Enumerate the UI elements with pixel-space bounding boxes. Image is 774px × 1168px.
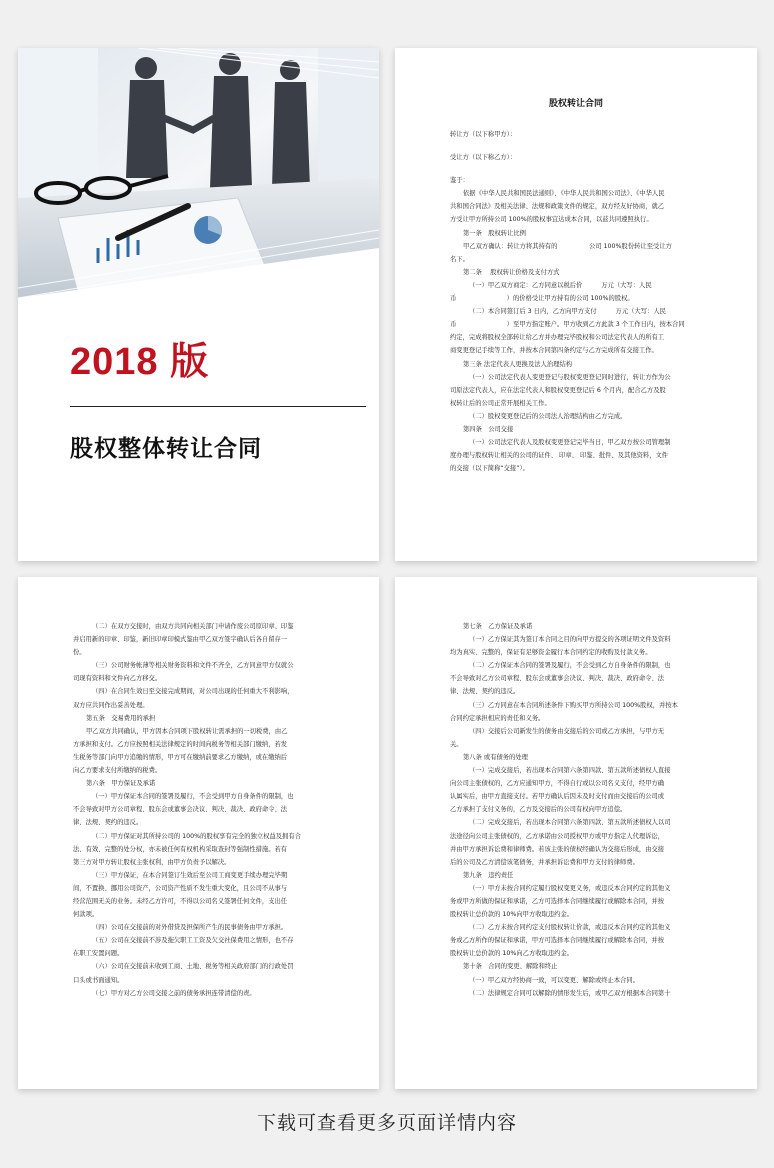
text-line: （二）甲方保证对其所持公司的 100%的股权享有完全的独立权益及拥有合 (92, 832, 301, 840)
text-line: 法途径向公司主张债权的，乙方承诺由公司授权甲方或甲方指定人代理诉讼， (450, 832, 665, 840)
text-line: 依据《中华人民共和国民法通则》、《中华人民共和国公司法》、《中华人民 (463, 190, 665, 198)
text-line: 股权转让总价款的 10%向乙方收取违约金。 (450, 950, 574, 958)
text-line: （六）公司在交接前未收到工商、土地、税务等相关政府部门的行政处罚 (92, 963, 294, 971)
text-line: （三）公司财务帐薄等相关财务资料和文件不齐全，乙方同意甲方仅就公 (92, 662, 294, 670)
text-line: 不会导致对甲方公司章程、股东会或董事会决议、判决、裁决、政府命令、法 (73, 806, 288, 814)
text-line: 不会导致对乙方公司章程、股东会或董事会决议、判决、裁决、政府命令、法 (450, 675, 665, 683)
text-line: 关。 (450, 740, 463, 748)
text-line: （一）公司法定代表人变更登记与股权变更登记同时进行，转让方作为公 (469, 373, 671, 381)
contract-body-3 (450, 620, 703, 1000)
text-line: （七）甲方对乙方公司交接之前的债务承担连带清偿的责。 (92, 989, 256, 997)
text-line: （二）乙方保证本合同的签署及履行，不会受到乙方自身条件的限制，也 (469, 662, 671, 670)
text-line: （三）乙方同意在本合同所述条件下购买甲方所持公司 100%股权，并按本 (469, 701, 678, 709)
section-heading: 第五条 交易费用的承担 (86, 714, 156, 722)
cover-year: 2018 版 (70, 341, 210, 383)
contract-body-1 (450, 128, 703, 475)
text-line (450, 164, 703, 174)
text-line: （二）股权变更登记后的公司法人治理结构由乙方完成。 (469, 412, 627, 420)
text-line: 的交接（以下简称“交接”）。 (450, 465, 529, 473)
text-line: 甲乙双方共同确认，甲方因本合同项下股权转让需承担的一切税费，由乙 (86, 727, 288, 735)
section-heading: 第一条 股权转让比例 (463, 229, 526, 237)
text-line: （四）公司在交接前的对外借贷及担保所产生的民事债务由甲方承担。 (92, 924, 288, 932)
text-line: 司现有资料和文件向乙方移交。 (73, 675, 162, 683)
text-line: 份。 (73, 649, 86, 657)
contract-body-2 (73, 620, 326, 1000)
text-line: （四）交接后公司新发生的债务由交接后的公司或乙方承担，与甲方无 (469, 727, 665, 735)
text-line: （二）乙方未按合同约定支付股权转让价款，或违反本合同约定的其他义 (469, 924, 671, 932)
cover-divider (70, 406, 366, 407)
text-line: （一）完成交接后，若出现本合同第六条第四款、第五款所述债权人直接 (469, 767, 671, 775)
text-line: 共和国合同法》及相关法律、法规和政策文件的规定，双方经友好协商，就乙 (450, 203, 665, 211)
section-heading: 第十条 合同的变更、解除和终止 (463, 963, 558, 971)
contract-page-3 (395, 577, 757, 1089)
text-line: 币 ）的价格受让甲方持有的公司 100%的股权。 (450, 295, 634, 303)
text-line: 合同约定承担相应的责任和义务。 (450, 714, 545, 722)
text-line: 商变更登记手续等工作，并按本合同第四条约定与乙方完成所有交接工作。 (450, 347, 658, 355)
text-line: 鉴于： (450, 177, 469, 185)
text-line: （一）甲乙双方经协商一致，可以变更、解除或终止本合同。 (469, 976, 640, 984)
text-line: 向公司主张债权的，乙方应通知甲方，不得自行或以公司名义支付，经甲方确 (450, 780, 665, 788)
text-line: 在职工安置问题。 (73, 950, 124, 958)
text-line: （五）公司在交接前不涉及拖欠职工工资及欠交社保费用之情形，也不存 (92, 937, 294, 945)
text-line: （一）甲方保证本合同的签署及履行，不会受到甲方自身条件的限制，也 (92, 793, 294, 801)
text-line: 并由甲方承担诉讼费和律师费。若该主张的债权经确认为交接后形成，由交接 (450, 845, 665, 853)
section-heading: 第八条 或有债务的处理 (463, 753, 528, 761)
text-line: （四）在合同生效日至交接完成期间，对公司出现的任何重大不利影响， (92, 688, 294, 696)
text-line: 并启用新的印章、印鉴，新旧印章印模式鉴由甲乙双方签字确认后各自留存一 (73, 636, 288, 644)
text-line: （二）本合同签订后 3 日内，乙方向甲方支付 万元（大写：人民 (469, 308, 666, 316)
text-line: 生税务等部门向甲方追缴的情形，甲方可在缴纳前要求乙方缴纳，或在缴纳后 (73, 753, 288, 761)
section-heading: 第九条 违约责任 (463, 871, 514, 879)
cover-photo (18, 48, 379, 298)
text-line: 向乙方要求支付所缴纳的税费。 (73, 767, 162, 775)
text-line: 权转让后的公司正常开展相关工作。 (450, 399, 551, 407)
text-line: 股权转让总价款的 10%向甲方收取违约金。 (450, 911, 574, 919)
cover-page (18, 48, 379, 561)
text-line: （一）乙方保证其为签订本合同之目的向甲方提交的各项证明文件及资料 (469, 636, 671, 644)
download-hint: 下载可查看更多页面详情内容 (256, 1112, 517, 1134)
text-line (450, 141, 703, 151)
text-line: 双方应共同作出妥善处理。 (73, 701, 149, 709)
text-line: 务或乙方所作的保证和承诺，甲方可选择本合同继续履行或解除本合同，并按 (450, 937, 665, 945)
text-line: 后的公司及乙方清偿该笔债务，并承担诉讼费和甲方支付的律师费。 (450, 858, 639, 866)
text-line: （一）甲方未按合同约定履行股权变更义务，或违反本合同约定的其他义 (469, 884, 671, 892)
text-line: 经营范围无关的业务。未经乙方许可，不得以公司名义签署任何文件，支出任 (73, 897, 288, 905)
section-heading: 第二条 股权转让价格及支付方式 (463, 268, 560, 276)
section-heading: 第四条 公司交接 (463, 425, 514, 433)
text-line: 方承担和支付。乙方应按照相关法律规定的时间向税务等相关部门缴纳，若发 (73, 740, 288, 748)
section-heading: 第六条 甲方保证及承诺 (86, 780, 156, 788)
text-line: 转让方（以下称甲方）： (450, 131, 517, 138)
section-heading: 第三条 法定代表人更换及法人治理结构 (463, 360, 573, 368)
cover-title: 股权整体转让合同 (70, 435, 262, 461)
text-line: 度办理与股权转让相关的公司的证件、 印章、 印鉴、批件、及其他资料，文件 (450, 452, 669, 460)
text-line: 受让方（以下称乙方）： (450, 154, 517, 162)
text-line: 方受让甲方所持公司 100%的股权事宜达成本合同，以兹共同遵照执行。 (450, 216, 653, 224)
section-heading: 第七条 乙方保证及承诺 (463, 623, 533, 630)
contract-page-1 (395, 48, 757, 561)
text-line: 间，不置换、挪用公司资产，公司资产性质不发生重大变化，且公司不从事与 (73, 884, 288, 892)
text-line: 法、有效、完整的处分权，亦未被任何有权机构采取查封等强制性措施。若有 (73, 845, 288, 853)
text-line: 甲乙双方确认：转让方将其持有的 公司 100%股份转让至受让方 (463, 242, 672, 250)
text-line: 币 ）至甲方指定账户。甲方收到乙方此款 3 个工作日内，按本合同 (450, 321, 685, 329)
text-line: 均为真实、完整的，保证有足够资金履行本合同约定的收购及付款义务。 (450, 649, 652, 657)
contract-page-2 (18, 577, 379, 1089)
text-line: 口头或书面通知。 (73, 976, 124, 984)
text-line: 律、法规、契约的违反。 (450, 688, 520, 696)
text-line: 第三方对甲方转让股权主张权利，由甲方负责予以解决。 (73, 858, 231, 866)
text-line: （三）甲方保证，在本合同签订生效后至公司工商变更手续办理完毕期 (92, 871, 288, 879)
text-line: 律、法规、契约的违反。 (73, 819, 143, 827)
text-line: 务或甲方所做的保证和承诺，乙方可选择本合同继续履行或解除本合同，并按 (450, 897, 665, 905)
text-line: 何款项。 (73, 911, 99, 919)
text-line: 司原法定代表人，应在法定代表人和股权变更登记后 6 个月内，配合乙方及股 (450, 386, 666, 394)
text-line: 名下。 (450, 255, 469, 263)
contract-title: 股权转让合同 (548, 99, 603, 109)
text-line: 约定，完成将股权全部转让给乙方并办理完毕股权和公司法定代表人的所有工 (450, 334, 665, 342)
text-line: （二）法律规定合同可以解除的情形发生后，或甲乙双方根据本合同第十 (469, 989, 671, 997)
text-line: 乙方承担了支付义务的，乙方及交接后的公司有权向甲方追偿。 (450, 806, 627, 814)
text-line: （二）在双方交接时，由双方共同向相关部门申请作废公司原印章、印鉴 (92, 623, 294, 630)
text-line: （一）公司法定代表人及股权变更登记完毕当日，甲乙双方按公司管理制 (469, 439, 671, 447)
text-line: （二）完成交接后，若出现本合同第六条第四款、第五款所述债权人以司 (469, 819, 671, 827)
text-line: （一）甲乙双方商定：乙方同意以税后价 万元（大写：人民 (469, 281, 652, 289)
text-line: 认属实后，由甲方直接支付。若甲方确认后因未及时支付而由交接后的公司或 (450, 793, 665, 801)
